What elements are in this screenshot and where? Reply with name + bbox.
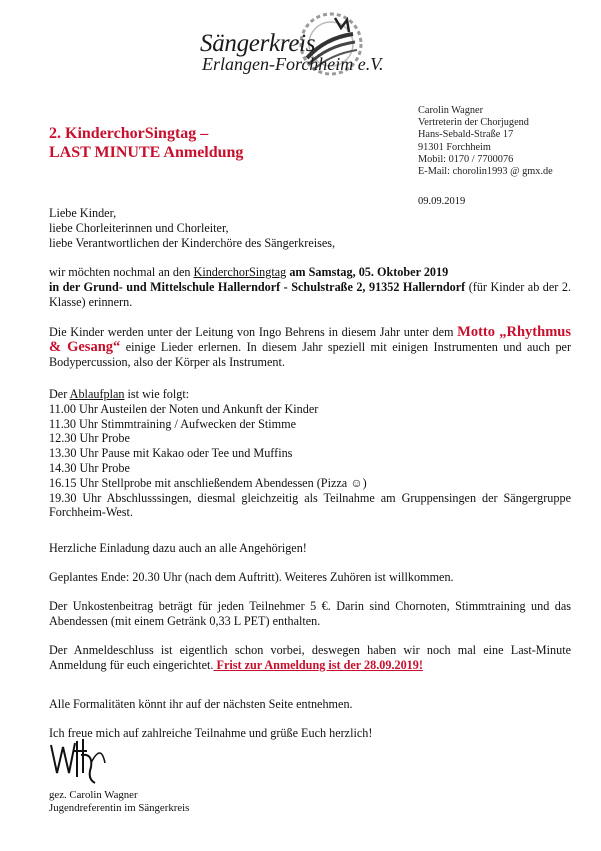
sender-contact — [418, 105, 553, 178]
logo-text-line2: Erlangen-Forchheim e.V. — [202, 54, 384, 74]
schedule — [49, 387, 571, 520]
schedule-heading: Ablaufplan — [69, 387, 125, 401]
schedule-item: 12.30 Uhr Probe — [49, 431, 130, 446]
greeting — [49, 206, 571, 250]
end-time-line: Geplantes Ende: 20.30 Uhr (nach dem Auftritt). Weiteres Zuhören ist willkommen. — [49, 570, 454, 584]
deadline-paragraph — [49, 643, 571, 673]
schedule-item: 11.00 Uhr Austeilen der Noten und Ankunft der Kinder — [49, 401, 319, 416]
schedule-item: 13.30 Uhr Pause mit Kakao oder Tee und Muffins — [49, 446, 293, 461]
contact-role: Vertreterin der Chorjugend — [418, 117, 529, 129]
schedule-item: 19.30 Uhr Abschlusssingen, diesmal gleichzeitig als Teilnahme am Gruppensingen der Sängergruppe Forchheim-West. — [49, 490, 571, 520]
title-line2: LAST MINUTE Anmeldung — [49, 144, 244, 161]
schedule-item: 11.30 Uhr Stimmtraining / Aufwecken der Stimme — [49, 416, 296, 431]
event-name: KinderchorSingtag — [193, 265, 287, 279]
schedule-item: 16.15 Uhr Stellprobe mit anschließendem Abendessen (Pizza ☺) — [49, 475, 367, 490]
letter-date: 09.09.2019 — [418, 196, 466, 207]
formalities-line: Alle Formalitäten könnt ihr auf der nächsten Seite entnehmen. — [49, 697, 353, 711]
contact-mobile: Mobil: 0170 / 7700076 — [418, 153, 514, 165]
contact-city: 91301 Forchheim — [418, 141, 491, 153]
title-line1: 2. KinderchorSingtag – — [49, 125, 209, 142]
event-text: wir möchten nochmal an den — [49, 265, 194, 279]
schedule-intro — [49, 387, 571, 402]
event-date: am Samstag, 05. Oktober 2019 — [286, 265, 449, 279]
contact-street: Hans-Sebald-Straße 17 — [418, 129, 514, 141]
event-paragraph — [49, 265, 571, 309]
handwritten-signature — [47, 733, 117, 785]
motto-paragraph — [49, 325, 571, 369]
event-location: in der Grund- und Mittelschule Hallerndorf - Schulstraße 2, 91352 Hallerndorf — [49, 279, 466, 294]
letter-title — [49, 124, 243, 162]
motto-title: Motto „Rhythmus & Gesang“ — [49, 324, 571, 355]
schedule-intro-text: Der — [49, 387, 70, 401]
motto-intro: Die Kinder werden unter der Leitung von Ingo Behrens in diesem Jahr unter dem — [49, 325, 458, 339]
contact-email: E-Mail: chorolin1993 @ gmx.de — [418, 166, 553, 178]
fee-paragraph: Der Unkostenbeitrag beträgt für jeden Teilnehmer 5 €. Darin sind Chornoten, Stimmtraining und das Abendessen (mit einem Getränk 0,33 L PET) enthalten. — [49, 599, 571, 628]
motto-details: einige Lieder erlernen. In diesem Jahr speziell mit einigen Instrumenten und auch per Bodypercussion, also der Körper als Instrument. — [49, 339, 572, 369]
schedule-intro-text: ist wie folgt: — [124, 387, 190, 401]
greeting-line: Liebe Kinder, — [49, 206, 117, 220]
invite-line: Herzliche Einladung dazu auch an alle Angehörigen! — [49, 541, 307, 555]
deadline-date: Frist zur Anmeldung ist der 28.09.2019! — [213, 657, 423, 672]
greeting-line: liebe Chorleiterinnen und Chorleiter, — [49, 220, 229, 235]
greeting-line: liebe Verantwortlichen der Kinderchöre des Sängerkreises, — [49, 235, 336, 250]
logo-text-line1: Sängerkreis — [200, 30, 316, 57]
schedule-item: 14.30 Uhr Probe — [49, 460, 130, 475]
deadline-text: Der Anmeldeschluss ist eigentlich schon vorbei, deswegen haben wir noch mal eine Last-Minute Anmeldung für euch eingerichtet. — [49, 643, 571, 672]
closing-line: Ich freue mich auf zahlreiche Teilnahme und grüße Euch herzlich! — [49, 726, 373, 740]
signer-block — [49, 789, 189, 814]
saengerkreis-logo — [150, 8, 410, 83]
signer-name: gez. Carolin Wagner — [49, 789, 138, 801]
contact-name: Carolin Wagner — [418, 105, 484, 116]
signer-role: Jugendreferentin im Sängerkreis — [49, 801, 190, 814]
event-audience: (für Kinder ab der 2. Klasse) erinnern. — [49, 279, 571, 309]
